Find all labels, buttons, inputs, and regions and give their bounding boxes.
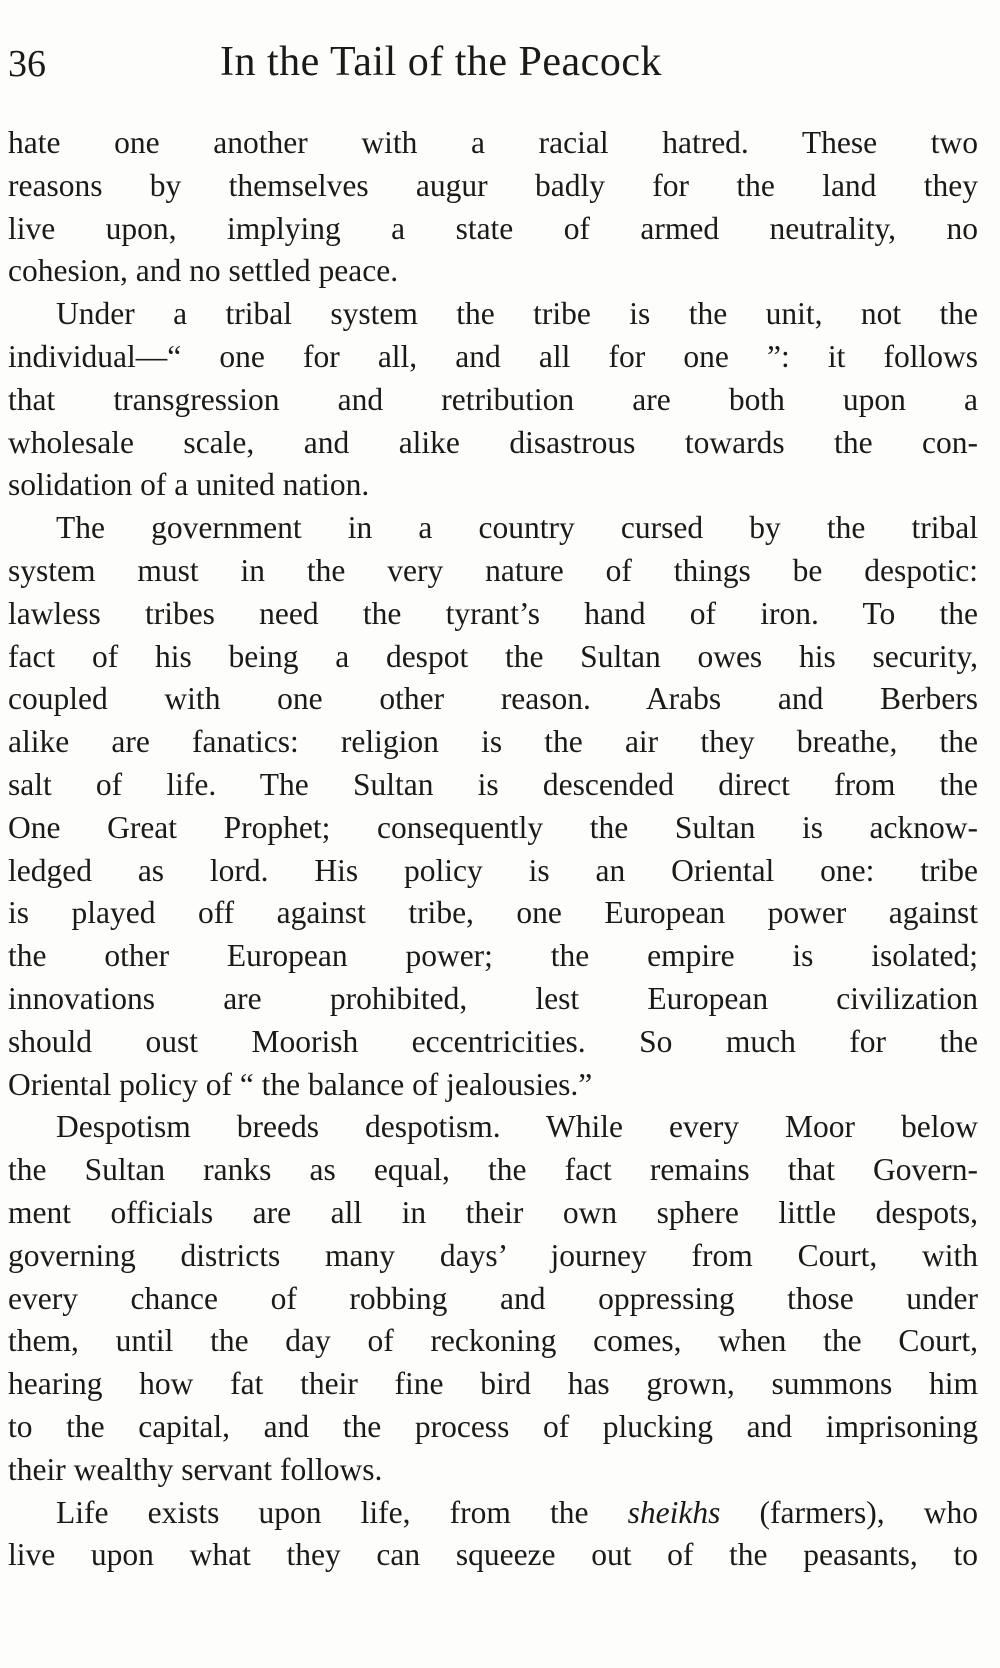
text-line: Despotism breeds despotism. While every Moor below xyxy=(56,1109,978,1145)
text-line: solidation of a united nation. xyxy=(8,467,370,503)
running-head xyxy=(0,38,1000,98)
text-line: cohesion, and no settled peace. xyxy=(8,253,399,289)
body-text xyxy=(8,122,978,1577)
text-line: the other European power; the empire is isolated; xyxy=(8,938,978,974)
text-segment: (farmers), who xyxy=(720,1494,978,1530)
paragraph xyxy=(8,507,978,1106)
text-line: ledged as lord. His policy is an Oriental one: tribe xyxy=(8,852,978,888)
text-line: Under a tribal system the tribe is the unit, not the xyxy=(56,296,978,332)
text-line: coupled with one other reason. Arabs and Berbers xyxy=(8,681,978,717)
text-line: that transgression and retribution are both upon a xyxy=(8,381,978,417)
text-line: individual—“ one for all, and all for one ”: it follows xyxy=(8,338,978,374)
text-line: system must in the very nature of things be despotic: xyxy=(8,552,978,588)
text-line: should oust Moorish eccentricities. So much for the xyxy=(8,1023,978,1059)
paragraph xyxy=(8,293,978,507)
text-line: wholesale scale, and alike disastrous towards the con- xyxy=(8,424,978,460)
text-line: the Sultan ranks as equal, the fact remains that Govern- xyxy=(8,1152,978,1188)
running-title: In the Tail of the Peacock xyxy=(220,39,662,85)
text-line: to the capital, and the process of plucking and imprisoning xyxy=(8,1408,978,1444)
text-line: live upon, implying a state of armed neutrality, no xyxy=(8,210,978,246)
text-line: One Great Prophet; consequently the Sultan is acknow- xyxy=(8,809,978,845)
text-line: is played off against tribe, one European power against xyxy=(8,895,978,931)
text-line: ment officials are all in their own sphere little despots, xyxy=(8,1194,978,1230)
text-line: hate one another with a racial hatred. These two xyxy=(8,125,978,160)
page-number: 36 xyxy=(8,43,46,85)
italic-term: sheikhs xyxy=(627,1494,721,1530)
text-line: hearing how fat their fine bird has grown, summons him xyxy=(8,1366,978,1402)
text-line: alike are fanatics: religion is the air they breathe, the xyxy=(8,724,978,760)
text-segment: Life exists upon life, from the xyxy=(56,1494,628,1530)
text-line: The government in a country cursed by the tribal xyxy=(56,510,978,546)
text-line: lawless tribes need the tyrant’s hand of iron. To the xyxy=(8,595,978,631)
paragraph xyxy=(8,1492,978,1578)
text-line: their wealthy servant follows. xyxy=(8,1451,383,1487)
paragraph xyxy=(8,1106,978,1491)
text-line: governing districts many days’ journey from Court, with xyxy=(8,1237,978,1273)
text-line: reasons by themselves augur badly for the land they xyxy=(8,167,978,203)
text-line: salt of life. The Sultan is descended direct from the xyxy=(8,766,978,802)
text-line: innovations are prohibited, lest European civilization xyxy=(8,980,978,1016)
text-line: Oriental policy of “ the balance of jealousies.” xyxy=(8,1066,593,1102)
text-line: fact of his being a despot the Sultan owes his security, xyxy=(8,638,978,674)
text-line: live upon what they can squeeze out of the peasants, to xyxy=(8,1537,978,1573)
text-line xyxy=(8,1492,978,1535)
paragraph xyxy=(8,122,978,293)
text-line: them, until the day of reckoning comes, when the Court, xyxy=(8,1323,978,1359)
text-line: every chance of robbing and oppressing those under xyxy=(8,1280,978,1316)
